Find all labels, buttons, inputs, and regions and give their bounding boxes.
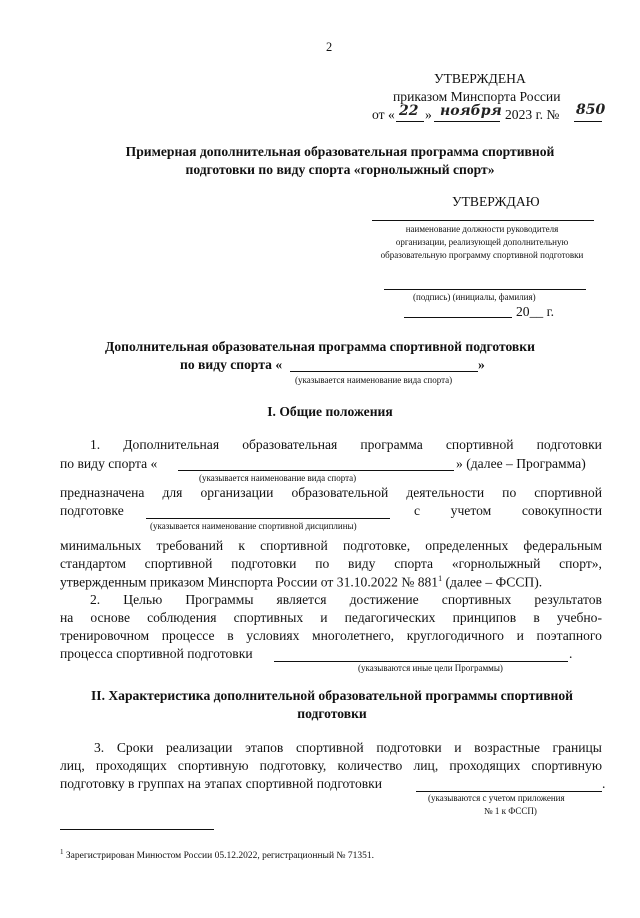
p1-line3: предназначена для организации образовательной деятельности по спортивной — [60, 485, 602, 500]
approval-date-prefix: от « — [372, 107, 395, 122]
p2-line4-end: . — [569, 646, 573, 661]
p2-caption: (указываются иные цели Программы) — [358, 663, 503, 673]
program-title-caption: (указывается наименование вида спорта) — [295, 375, 453, 385]
p3-line3-end: . — [602, 776, 606, 791]
p3-line1: 3. Сроки реализации этапов спортивной подготовки и возрастные границы — [94, 740, 602, 755]
p1-caption2: (указывается наименование спортивной дисциплины) — [150, 521, 357, 531]
p1-line4-end: с учетом совокупности — [414, 503, 602, 518]
p3-line2: лиц, проходящих спортивную подготовку, количество лиц, проходящих спортивную — [60, 758, 602, 773]
approval-by-order: приказом Минспорта России — [393, 89, 561, 104]
program-title-line1: Дополнительная образовательная программа спортивной подготовки — [105, 339, 535, 354]
p3-caption-1: (указываются с учетом приложения — [428, 793, 565, 803]
program-title-suffix: » — [478, 357, 485, 372]
program-title-prefix: по виду спорта « — [180, 357, 283, 372]
p1-line1: 1. Дополнительная образовательная программа спортивной подготовки — [90, 437, 602, 452]
p1-caption: (указывается наименование вида спорта) — [199, 473, 357, 483]
approval-date-mid: » — [425, 107, 432, 122]
approval-order-number: 850 — [576, 102, 606, 118]
signature-caption: (подпись) (инициалы, фамилия) — [413, 292, 536, 302]
p1-line4-start: подготовке — [60, 503, 124, 518]
section2-heading-line2: подготовки — [297, 706, 367, 721]
p2-goals-line — [274, 661, 568, 662]
date-day-line — [396, 121, 424, 122]
position-line — [372, 220, 594, 221]
p1-discipline-line — [146, 518, 390, 519]
p1-line7: утвержденным приказом Минспорта России от 31.10.2022 № $881^1$ (далее – ФССП). — [60, 574, 543, 590]
approve-caption-1: наименование должности руководителя — [405, 224, 559, 234]
date-line — [404, 317, 512, 318]
p1-line2-prefix: по виду спорта « — [60, 456, 158, 471]
section1-heading: I. Общие положения — [267, 404, 393, 419]
p2-line3: тренировочном процессе в условиях многолетнего, круглогодичного и поэтапного — [60, 628, 602, 643]
signature-line — [384, 289, 586, 290]
p1-line2-suffix: » (далее – Программа) — [456, 456, 586, 471]
order-number-line — [574, 121, 602, 122]
approval-date-day: 22 — [399, 103, 419, 119]
p1-sport-line — [178, 470, 454, 471]
approve-caption-2: организации, реализующей дополнительную — [395, 237, 569, 247]
p1-line5: минимальных требований к спортивной подготовке, определенных федеральным — [60, 538, 602, 553]
p3-caption-2: № 1 к ФССП) — [484, 806, 537, 816]
page-number: 2 — [326, 40, 333, 54]
footnote-ref: 1 — [438, 574, 443, 583]
approval-title: УТВЕРЖДЕНА — [434, 71, 526, 86]
program-sport-line — [290, 371, 478, 372]
doc-title-line2: подготовки по виду спорта «горнолыжный спорт» — [185, 162, 495, 177]
approval-date-month: ноября — [440, 103, 502, 119]
p1-line6: стандартом спортивной подготовки по виду спорта «горнолыжный спорт», — [60, 556, 602, 571]
p3-line3: подготовку в группах на этапах спортивной подготовки — [60, 776, 383, 791]
p2-line1: 2. Целью Программы является достижение спортивных результатов — [90, 592, 602, 607]
approval-date-year: 2023 г. № — [505, 107, 560, 122]
footnote: $^1$ Зарегистрирован Минюстом России 05.12.2022, регистрационный № 71351. — [60, 848, 374, 862]
approve-year: 20__ г. — [516, 304, 555, 319]
p2-line4: процесса спортивной подготовки — [60, 646, 253, 661]
p3-line — [416, 791, 602, 792]
footnote-separator — [60, 829, 214, 830]
section2-heading-line1: II. Характеристика дополнительной образовательной программы спортивной — [90, 688, 574, 703]
date-month-line — [434, 121, 500, 122]
doc-title-line1: Примерная дополнительная образовательная программа спортивной — [125, 144, 555, 159]
approve-caption-3: образовательную программу спортивной подготовки — [380, 250, 584, 260]
p2-line2: на основе соблюдения спортивных и педагогических принципов в учебно- — [60, 610, 602, 625]
approve-title: УТВЕРЖДАЮ — [452, 194, 540, 209]
